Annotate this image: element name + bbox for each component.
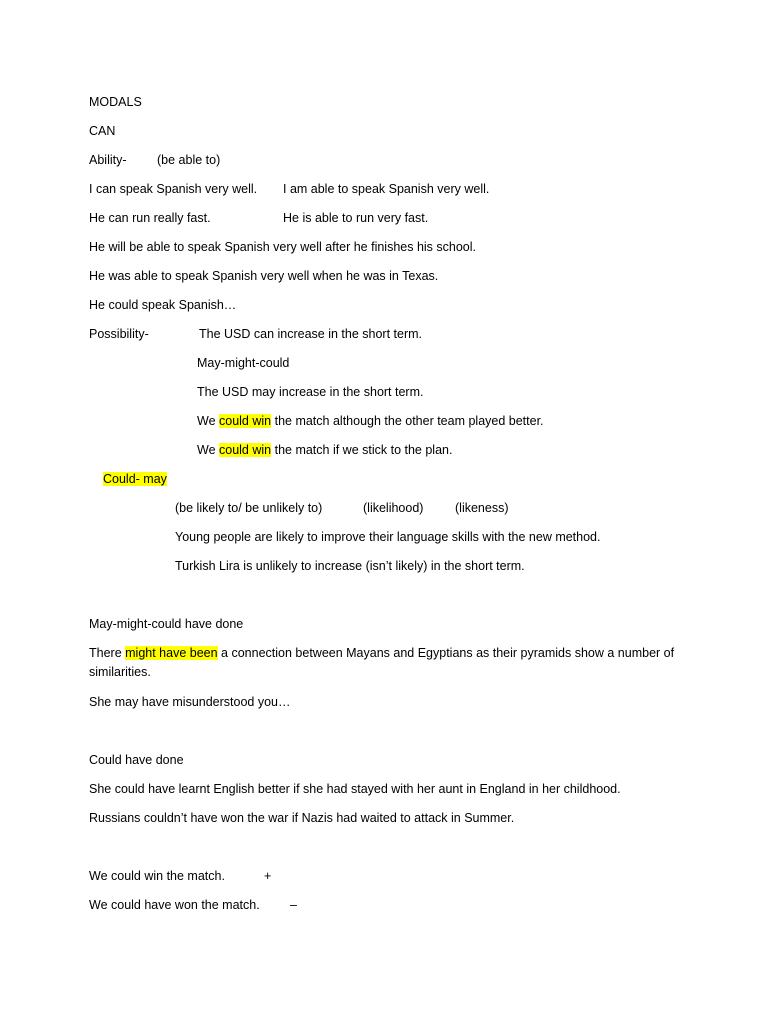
ability-example-4: He was able to speak Spanish very well when he was in Texas. [89,269,439,283]
past-possibility-heading: May-might-could have done [89,617,244,631]
possibility-modals-list: May-might-could [197,356,290,370]
ability-example-2: He can run really fast. [89,211,211,225]
highlighted-phrase: might have been [125,646,218,660]
possibility-example-4 [197,442,452,458]
likely-structure: (be likely to/ be unlikely to) [175,501,323,515]
could-have-example-2: Russians couldn’t have won the war if Nazis had waited to attack in Summer. [89,811,515,825]
ability-example-1: I can speak Spanish very well. [89,182,258,196]
highlighted-phrase: could win [219,443,272,457]
text-segment: the match although the other team played better. [271,414,544,428]
possibility-example-2: The USD may increase in the short term. [197,385,424,399]
ability-example-1-alt: I am able to speak Spanish very well. [283,182,490,196]
comparison-example-1: We could win the match. [89,869,225,883]
ability-example-2-alt: He is able to run very fast. [283,211,429,225]
ability-note: (be able to) [157,153,221,167]
text-segment: the match if we stick to the plan. [271,443,453,457]
plus-sign: + [264,869,272,883]
possibility-example-3 [197,413,544,429]
text-segment: a connection between Mayans and Egyptians as their pyramids show a number of [217,646,675,660]
title-modals: MODALS [89,95,142,109]
ability-label: Ability- [89,153,127,167]
could-have-example-1: She could have learnt English better if she had stayed with her aunt in England in her childhood. [89,782,621,796]
past-possibility-example-1 [89,645,674,661]
text-segment: We [197,443,219,457]
comparison-example-2: We could have won the match. [89,898,260,912]
highlighted-phrase: Could- may [103,472,167,486]
past-possibility-example-1-cont: similarities. [89,665,151,679]
could-have-heading: Could have done [89,753,184,767]
likely-example-2: Turkish Lira is unlikely to increase (isn’t likely) in the short term. [175,559,525,573]
likeness-term: (likeness) [455,501,509,515]
past-possibility-example-2: She may have misunderstood you… [89,695,291,709]
section-can: CAN [89,124,116,138]
possibility-example-1: The USD can increase in the short term. [199,327,423,341]
ability-example-3: He will be able to speak Spanish very well after he finishes his school. [89,240,477,254]
likely-example-1: Young people are likely to improve their language skills with the new method. [175,530,601,544]
highlighted-phrase: could win [219,414,272,428]
text-segment: We [197,414,219,428]
possibility-label: Possibility- [89,327,149,341]
minus-sign: – [290,898,297,912]
likelihood-term: (likelihood) [363,501,424,515]
could-may-heading [103,471,167,487]
ability-example-5: He could speak Spanish… [89,298,237,312]
text-segment: There [89,646,126,660]
